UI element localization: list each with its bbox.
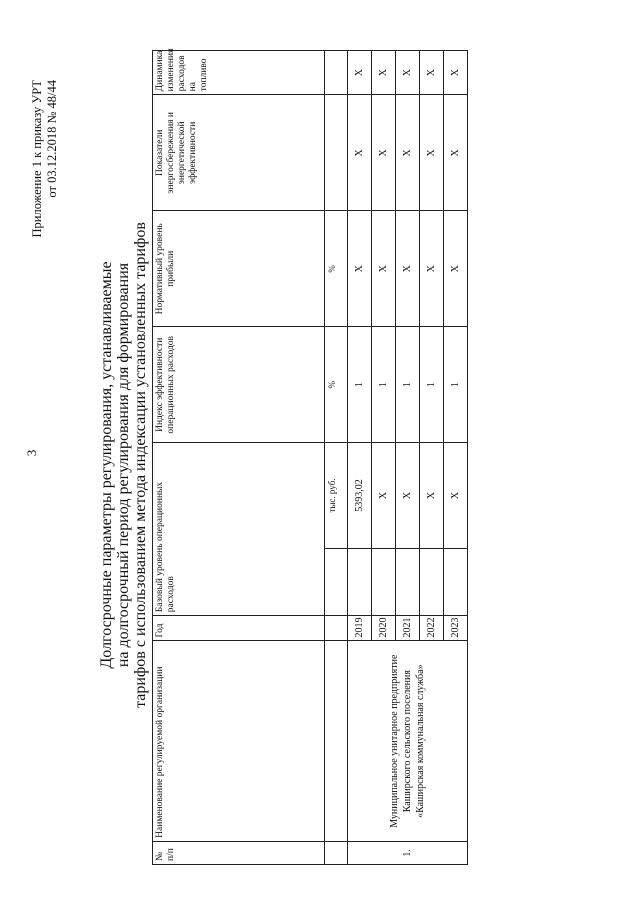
cell-energy-saving: Х (396, 95, 420, 211)
title-line-2: на долгосрочный период регулирования для формирования (115, 262, 132, 668)
cell-energy-saving: Х (420, 95, 444, 211)
cell-efficiency-index: 1 (420, 327, 444, 443)
units-organization (325, 641, 348, 841)
cell-fuel-dynamics: Х (348, 51, 372, 95)
table-row (348, 51, 372, 865)
cell-blank (396, 548, 420, 615)
cell-year: 2021 (396, 616, 420, 641)
cell-efficiency-index: 1 (396, 327, 420, 443)
organization-name: Муниципальное унитарное предприятие Каширского сельского поселения «Каширская коммунальная служба» (348, 641, 468, 841)
parameters-table (152, 50, 468, 865)
cell-energy-saving: Х (348, 95, 372, 211)
cell-fuel-dynamics: Х (372, 51, 396, 95)
appendix-line-1: Приложение 1 к приказу УРТ (30, 80, 44, 238)
table-header-row (153, 51, 325, 865)
cell-blank (348, 548, 372, 615)
header-num: № п/п (153, 841, 325, 864)
cell-year: 2023 (444, 616, 468, 641)
header-base-expenses: Базовый уровень операционных расходов (153, 443, 325, 616)
units-base: тыс. руб. (325, 443, 348, 548)
cell-efficiency-index: 1 (348, 327, 372, 443)
cell-year: 2020 (372, 616, 396, 641)
cell-base-expenses: Х (372, 443, 396, 548)
table-units-row (325, 51, 348, 865)
cell-fuel-dynamics: Х (444, 51, 468, 95)
header-fuel-dynamics: Динамика изменения расходов на топливо (153, 51, 325, 95)
cell-blank (420, 548, 444, 615)
cell-efficiency-index: 1 (444, 327, 468, 443)
cell-profit-level: Х (396, 211, 420, 327)
cell-year: 2019 (348, 616, 372, 641)
document-title (98, 125, 149, 805)
cell-efficiency-index: 1 (372, 327, 396, 443)
units-blank (325, 548, 348, 615)
appendix-note (30, 80, 60, 238)
cell-base-expenses: Х (396, 443, 420, 548)
cell-profit-level: Х (348, 211, 372, 327)
cell-energy-saving: Х (372, 95, 396, 211)
page-number: 3 (24, 449, 39, 457)
appendix-line-2: от 03.12.2018 № 48/44 (45, 80, 59, 198)
cell-base-expenses: Х (444, 443, 468, 548)
cell-fuel-dynamics: Х (420, 51, 444, 95)
header-efficiency-index: Индекс эффективности операционных расходов (153, 327, 325, 443)
title-line-1: Долгосрочные параметры регулирования, устанавливаемые (98, 261, 115, 669)
cell-year: 2022 (420, 616, 444, 641)
units-num (325, 841, 348, 864)
units-profit: % (325, 211, 348, 327)
cell-profit-level: Х (372, 211, 396, 327)
units-energy (325, 95, 348, 211)
units-index: % (325, 327, 348, 443)
header-energy-saving: Показатели энергосбережения и энергетической эффективности (153, 95, 325, 211)
cell-profit-level: Х (444, 211, 468, 327)
units-year (325, 616, 348, 641)
cell-blank (372, 548, 396, 615)
title-line-3: тарифов с использованием метода индексации установленных тарифов (132, 222, 149, 708)
cell-fuel-dynamics: Х (396, 51, 420, 95)
cell-energy-saving: Х (444, 95, 468, 211)
cell-profit-level: Х (420, 211, 444, 327)
row-number: 1. (348, 841, 468, 864)
cell-base-expenses: 5393,02 (348, 443, 372, 548)
header-year: Год (153, 616, 325, 641)
cell-base-expenses: Х (420, 443, 444, 548)
header-organization: Наименование регулируемой организации (153, 641, 325, 841)
header-profit-level: Нормативный уровень прибыли (153, 211, 325, 327)
cell-blank (444, 548, 468, 615)
units-fuel (325, 51, 348, 95)
